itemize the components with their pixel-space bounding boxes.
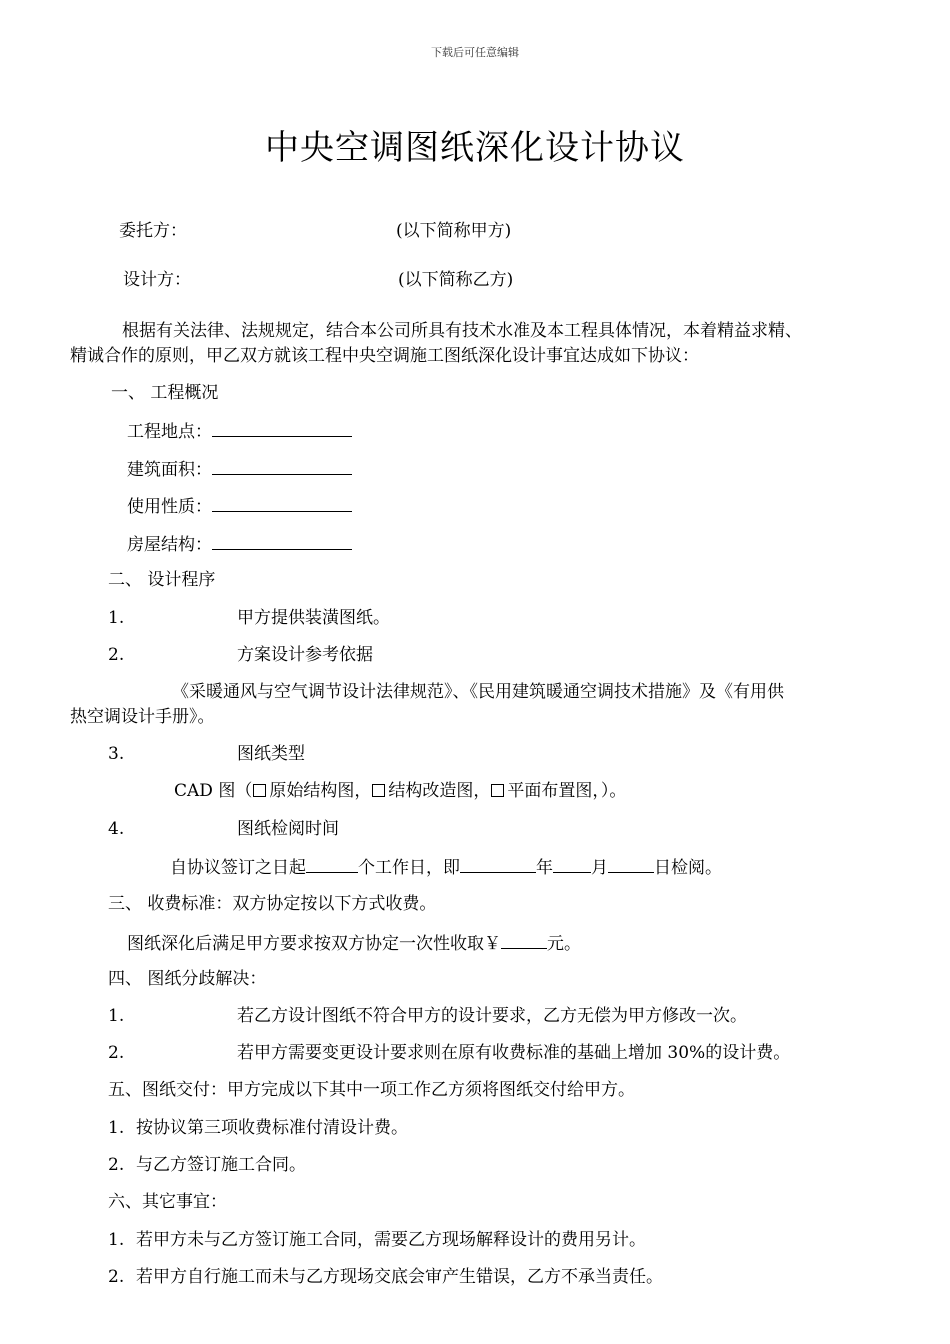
field-area (127, 456, 352, 482)
field-structure (127, 531, 352, 557)
intro-line-2: 精诚合作的原则，甲乙双方就该工程中央空调施工图纸深化设计事宜达成如下协议： (70, 346, 699, 366)
client-label: 委托方： (119, 221, 187, 241)
section-5-heading: 五、图纸交付：甲方完成以下其中一项工作乙方须将图纸交付给甲方。 (108, 1080, 635, 1100)
reference-line-2: 热空调设计手册》。 (70, 707, 215, 727)
field-label: 建筑面积： (127, 460, 212, 480)
item-text: 甲方提供装潢图纸。 (237, 608, 390, 628)
blank-line (212, 418, 352, 437)
blank-line (460, 854, 536, 873)
blank-line (501, 930, 547, 949)
item-number: 2. (108, 1043, 125, 1063)
checkbox-icon[interactable] (253, 784, 266, 797)
field-location (127, 418, 352, 444)
blank-line (212, 493, 352, 512)
field-label: 工程地点： (127, 422, 212, 442)
field-usage (127, 493, 352, 519)
download-note: 下载后可任意编辑 (431, 46, 519, 59)
designer-label: 设计方： (123, 270, 191, 290)
fee-line: 图纸深化后满足甲方要求按双方协定一次性收取￥ 元。 (127, 930, 581, 956)
item-number: 1. (108, 608, 125, 628)
item-number: 4. (108, 819, 125, 839)
item-text: 按协议第三项收费标准付清设计费。 (136, 1118, 408, 1138)
designer-alias: (以下简称乙方) (398, 270, 514, 290)
section-6-heading: 六、其它事宜： (108, 1192, 227, 1212)
blank-line (212, 456, 352, 475)
item-number: 2. (108, 645, 125, 665)
item-text: 若乙方设计图纸不符合甲方的设计要求，乙方无偿为甲方修改一次。 (237, 1006, 747, 1026)
item-text: 与乙方签订施工合同。 (136, 1155, 306, 1175)
item-text: 若甲方需要变更设计要求则在原有收费标准的基础上增加 30%的设计费。 (237, 1043, 791, 1063)
blank-line (212, 531, 352, 550)
item-text: 若甲方自行施工而未与乙方现场交底会审产生错误，乙方不承当责任。 (136, 1267, 663, 1287)
section-3-heading: 三、 收费标准：双方协定按以下方式收费。 (108, 894, 437, 914)
checkbox-icon[interactable] (491, 784, 504, 797)
intro-line-1: 根据有关法律、法规规定，结合本公司所具有技术水准及本工程具体情况，本着精益求精、 (122, 321, 802, 341)
item-text: 若甲方未与乙方签订施工合同，需要乙方现场解释设计的费用另计。 (136, 1230, 646, 1250)
document-title: 中央空调图纸深化设计协议 (265, 128, 685, 168)
item-number: 2. (108, 1267, 125, 1287)
review-time-line: 自协议签订之日起 个工作日，即 年 月 日检阅。 (170, 854, 722, 880)
item-number: 3. (108, 744, 125, 764)
section-2-heading: 二、 设计程序 (108, 570, 216, 590)
item-number: 1. (108, 1006, 125, 1026)
item-number: 2. (108, 1155, 125, 1175)
checkbox-icon[interactable] (372, 784, 385, 797)
blank-line (553, 854, 591, 873)
section-1-heading: 一、 工程概况 (111, 383, 219, 403)
field-label: 使用性质： (127, 497, 212, 517)
blank-line (306, 854, 358, 873)
field-label: 房屋结构： (127, 535, 212, 555)
drawing-types-line: CAD 图（ 原始结构图， 结构改造图， 平面布置图，）。 (174, 781, 627, 801)
reference-line-1: 《采暖通风与空气调节设计法律规范》、《民用建筑暖通空调技术措施》及《有用供 (172, 682, 784, 702)
section-4-heading: 四、 图纸分歧解决： (108, 969, 267, 989)
client-alias: (以下简称甲方) (396, 221, 512, 241)
item-text: 图纸检阅时间 (237, 819, 339, 839)
item-text: 方案设计参考依据 (237, 645, 373, 665)
item-number: 1. (108, 1118, 125, 1138)
item-text: 图纸类型 (237, 744, 305, 764)
blank-line (608, 854, 654, 873)
item-number: 1. (108, 1230, 125, 1250)
